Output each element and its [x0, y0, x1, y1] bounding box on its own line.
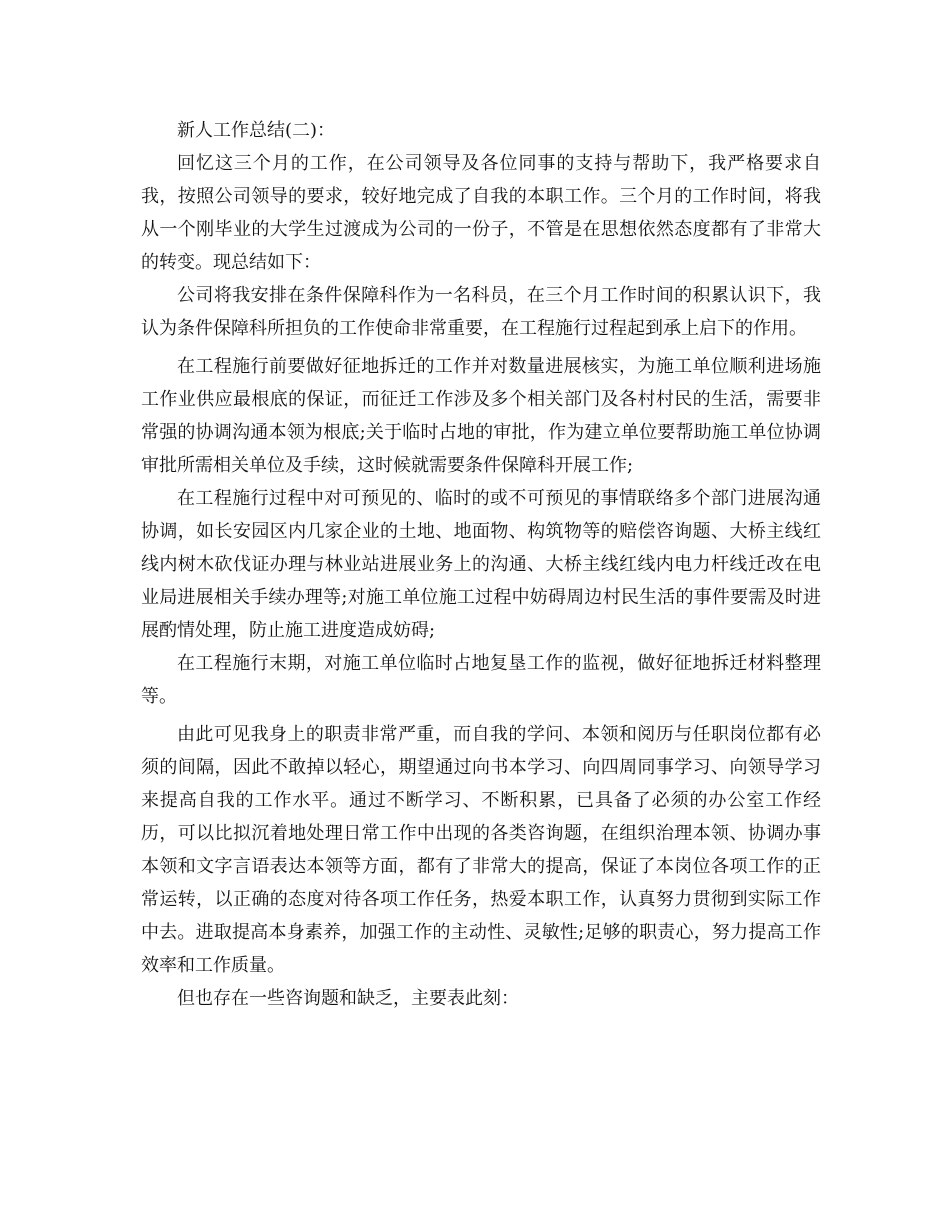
paragraph-preparation: 在工程施行前要做好征地拆迁的工作并对数量进展核实，为施工单位顺利进场施工作业供应最根底的保证，而征迁工作涉及多个相关部门及各村村民的生活，需要非常强的协调沟通本领为根底;关于临时占地的审批，作为建立单位要帮助施工单位协调审批所需相关单位及手续，这时候就需要条件保障科开展工作;	[141, 356, 821, 476]
paragraph-review: 回忆这三个月的工作，在公司领导及各位同事的支持与帮助下，我严格要求自我，按照公司领导的要求，较好地完成了自我的本职工作。三个月的工作时间，将我从一个刚毕业的大学生过渡成为公司的一份子，不管是在思想依然态度都有了非常大的转变。现总结如下：	[141, 153, 821, 273]
paragraph-coordination: 在工程施行过程中对可预见的、临时的或不可预见的事情联络多个部门进展沟通协调，如长安园区内几家企业的土地、地面物、构筑物等的赔偿咨询题、大桥主线红线内树木砍伐证办理与林业站进展业务上的沟通、大桥主线红线内电力杆线迁改在电业局进展相关手续办理等;对施工单位施工过程中妨碍周边村民生活的事件要需及时进展酌情处理，防止施工进度造成妨碍;	[141, 488, 821, 641]
paragraph-reflection: 由此可见我身上的职责非常严重，而自我的学问、本领和阅历与任职岗位都有必须的间隔，因此不敢掉以轻心，期望通过向书本学习、向四周同事学习、向领导学习来提高自我的工作水平。通过不断学习、不断积累，已具备了必须的办公室工作经历，可以比拟沉着地处理日常工作中出现的各类咨询题，在组织治理本领、协调办事本领和文字言语表达本领等方面，都有了非常大的提高，保证了本岗位各项工作的正常运转，以正确的态度对待各项工作任务，热爱本职工作，认真努力贯彻到实际工作中去。进取提高本身素养，加强工作的主动性、灵敏性;足够的职责心，努力提高工作效率和工作质量。	[141, 724, 821, 976]
paragraph-role: 公司将我安排在条件保障科作为一名科员，在三个月工作时间的积累认识下，我认为条件保障科所担负的工作使命非常重要，在工程施行过程起到承上启下的作用。	[141, 285, 821, 339]
paragraph-shortcomings: 但也存在一些咨询题和缺乏，主要表此刻：	[177, 988, 519, 1009]
document-title: 新人工作总结(二)：	[177, 120, 336, 141]
paragraph-final-stage: 在工程施行末期，对施工单位临时占地复垦工作的监视，做好征地拆迁材料整理等。	[141, 653, 821, 707]
document-body	[141, 114, 821, 1015]
